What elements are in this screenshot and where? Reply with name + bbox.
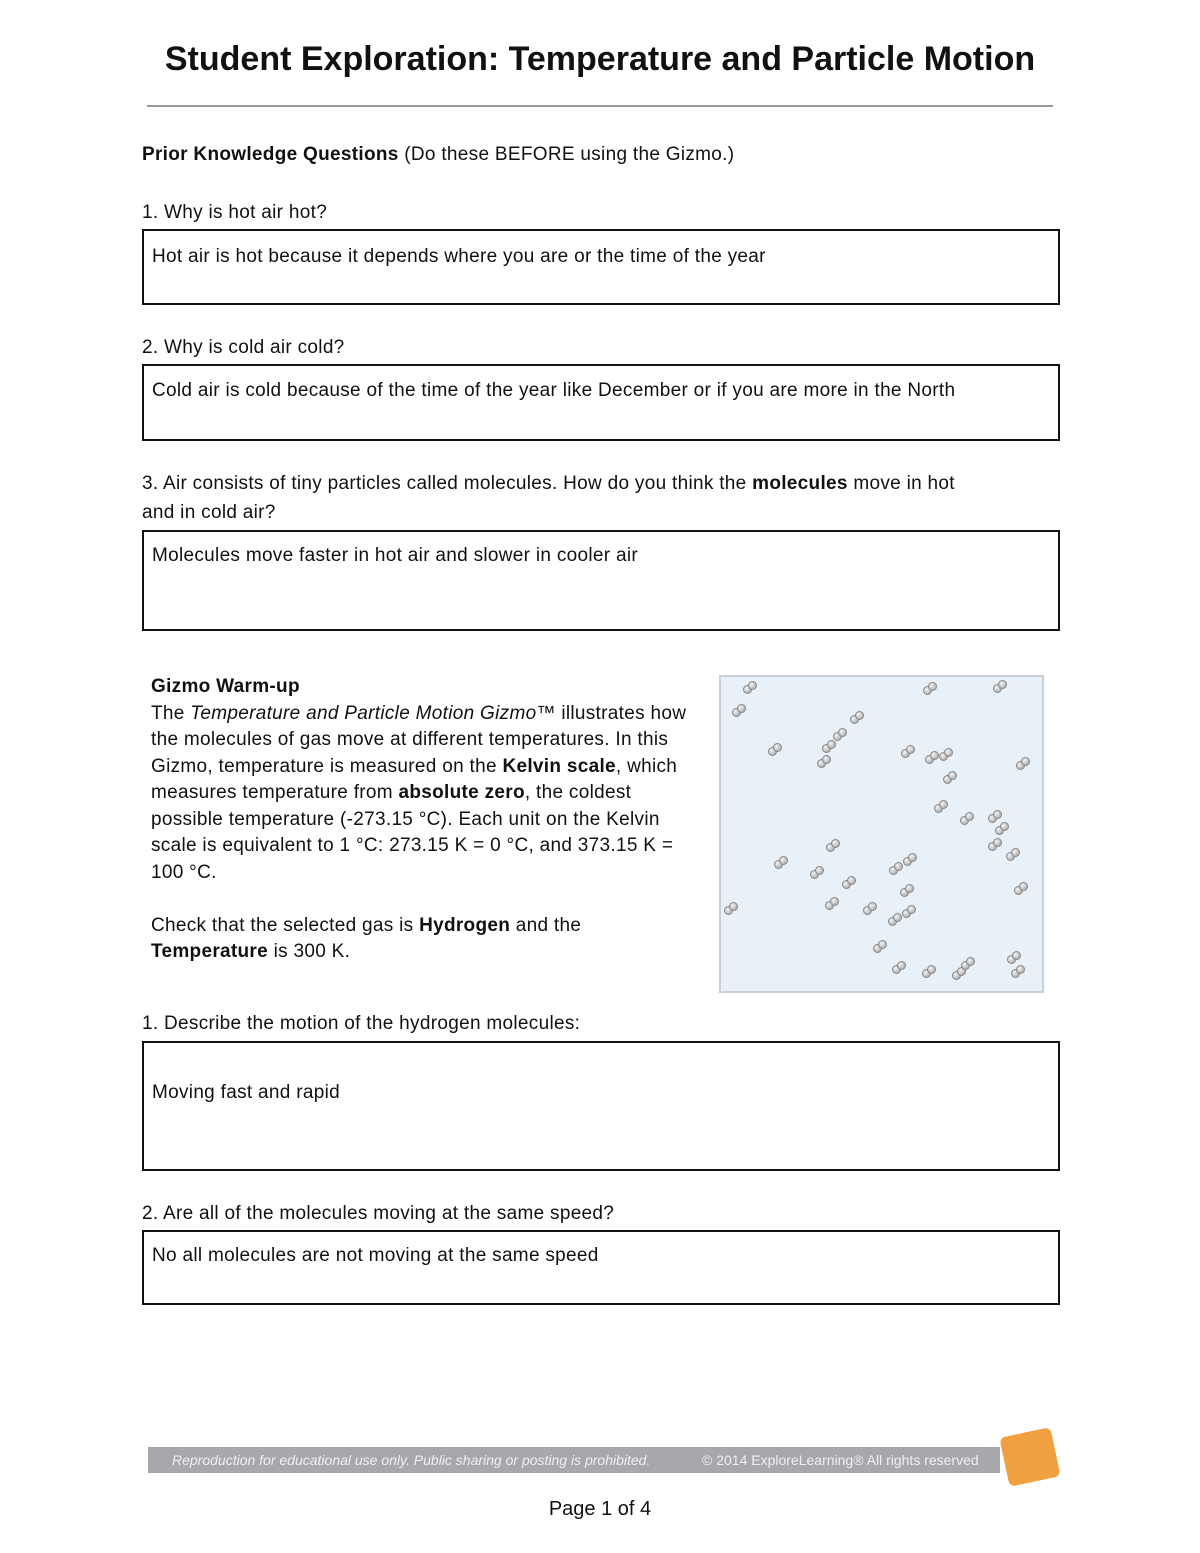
heading-note: (Do these BEFORE using the Gizmo.) — [398, 144, 735, 165]
hydrogen-molecule — [961, 959, 975, 968]
answer-text: Molecules move faster in hot air and slower in cooler air — [152, 545, 638, 566]
hydrogen-bold: Hydrogen — [419, 914, 511, 936]
hydrogen-molecule — [900, 886, 914, 895]
t: illustrates how the molecules of gas move at different temperatures. In this Gizmo, temperature is measured on the — [151, 702, 687, 777]
hydrogen-molecule — [732, 706, 746, 715]
hydrogen-molecule — [889, 864, 903, 873]
answer-text: Cold air is cold because of the time of the year like December or if you are more in the North — [152, 380, 956, 401]
question-3-cont: and in cold air? — [142, 502, 276, 523]
kelvin-bold: Kelvin scale — [502, 755, 616, 777]
hydrogen-molecule — [1007, 953, 1021, 962]
gizmo-name: Temperature and Particle Motion Gizmo™ — [190, 702, 556, 724]
footer-left: Reproduction for educational use only. Public sharing or posting is prohibited. — [172, 1452, 651, 1468]
warmup-question-2: 2. Are all of the molecules moving at the same speed? — [142, 1203, 615, 1224]
hydrogen-molecule — [774, 858, 788, 867]
hydrogen-molecule — [724, 904, 738, 913]
warmup-heading: Gizmo Warm-up — [151, 676, 300, 697]
hydrogen-molecule — [833, 730, 847, 739]
page-number: Page 1 of 4 — [548, 1498, 652, 1520]
hydrogen-molecule — [810, 868, 824, 877]
hydrogen-molecule — [902, 907, 916, 916]
hydrogen-molecule — [822, 742, 836, 751]
hydrogen-molecule — [960, 814, 974, 823]
hydrogen-molecule — [863, 904, 877, 913]
answer-box-4[interactable] — [142, 1041, 1060, 1171]
temperature-bold: Temperature — [151, 941, 268, 962]
page-title: Student Exploration: Temperature and Particle Motion — [164, 40, 1036, 78]
hydrogen-molecule — [850, 713, 864, 722]
hydrogen-molecule — [873, 942, 887, 951]
hydrogen-molecule — [943, 773, 957, 782]
warmup-question-1: 1. Describe the motion of the hydrogen molecules: — [142, 1013, 581, 1034]
hydrogen-molecule — [743, 683, 757, 692]
question-3 — [142, 473, 955, 495]
hydrogen-molecule — [1006, 850, 1020, 859]
hydrogen-molecule — [995, 824, 1009, 833]
hydrogen-molecule — [768, 745, 782, 754]
hydrogen-molecule — [892, 963, 906, 972]
hydrogen-molecule — [1014, 884, 1028, 893]
t: , which measures temperature from — [151, 755, 678, 803]
footer-right: © 2014 ExploreLearning® All rights reserved — [702, 1452, 979, 1468]
hydrogen-molecule — [817, 757, 831, 766]
prior-knowledge-heading — [142, 144, 734, 166]
answer-box-1[interactable] — [142, 229, 1060, 305]
hydrogen-molecule — [988, 812, 1002, 821]
hydrogen-molecule — [901, 747, 915, 756]
explorelearning-logo — [999, 1427, 1060, 1487]
hydrogen-molecule — [934, 802, 948, 811]
q3-text-end: move in hot — [847, 473, 955, 494]
answer-box-5[interactable] — [142, 1230, 1060, 1305]
hydrogen-molecule — [939, 750, 953, 759]
t: The — [151, 702, 191, 724]
hydrogen-molecule — [1011, 967, 1025, 976]
title-divider — [147, 105, 1053, 107]
hydrogen-molecule — [925, 753, 939, 762]
answer-text: Hot air is hot because it depends where you are or the time of the year — [152, 246, 766, 267]
hydrogen-molecule — [988, 840, 1002, 849]
question-2: 2. Why is cold air cold? — [142, 337, 345, 358]
hydrogen-molecule — [825, 899, 839, 908]
answer-box-3[interactable] — [142, 530, 1060, 631]
hydrogen-molecule — [952, 969, 966, 978]
answer-text: No all molecules are not moving at the same speed — [152, 1245, 599, 1266]
hydrogen-molecule — [903, 855, 917, 864]
hydrogen-molecule — [1016, 759, 1030, 768]
hydrogen-molecule — [842, 878, 856, 887]
t: , the coldest possible temperature (-273.15 °C). Each unit on the Kelvin scale is equivalent to 1 °C: 273.15 K = 0 °C, and 373.15 K = 100 °C. — [151, 782, 674, 883]
question-1: 1. Why is hot air hot? — [142, 202, 328, 223]
answer-box-2[interactable] — [142, 364, 1060, 441]
t: Check that the selected gas is — [151, 914, 420, 936]
hydrogen-molecule — [888, 915, 902, 924]
answer-text: Moving fast and rapid — [152, 1082, 340, 1103]
q3-text: 3. Air consists of tiny particles called molecules. How do you think the — [142, 473, 753, 494]
q3-bold: molecules — [752, 473, 848, 494]
t: and the — [510, 914, 582, 936]
heading-bold: Prior Knowledge Questions — [142, 144, 399, 165]
copyright-footer — [148, 1447, 1000, 1473]
hydrogen-molecule — [993, 682, 1007, 691]
abs-zero-bold: absolute zero — [398, 782, 525, 803]
t: is 300 K. — [268, 941, 351, 962]
hydrogen-molecule — [826, 841, 840, 850]
gizmo-warmup-text — [151, 674, 691, 966]
hydrogen-molecule — [922, 967, 936, 976]
gizmo-particle-image — [719, 675, 1044, 993]
hydrogen-molecule — [923, 684, 937, 693]
